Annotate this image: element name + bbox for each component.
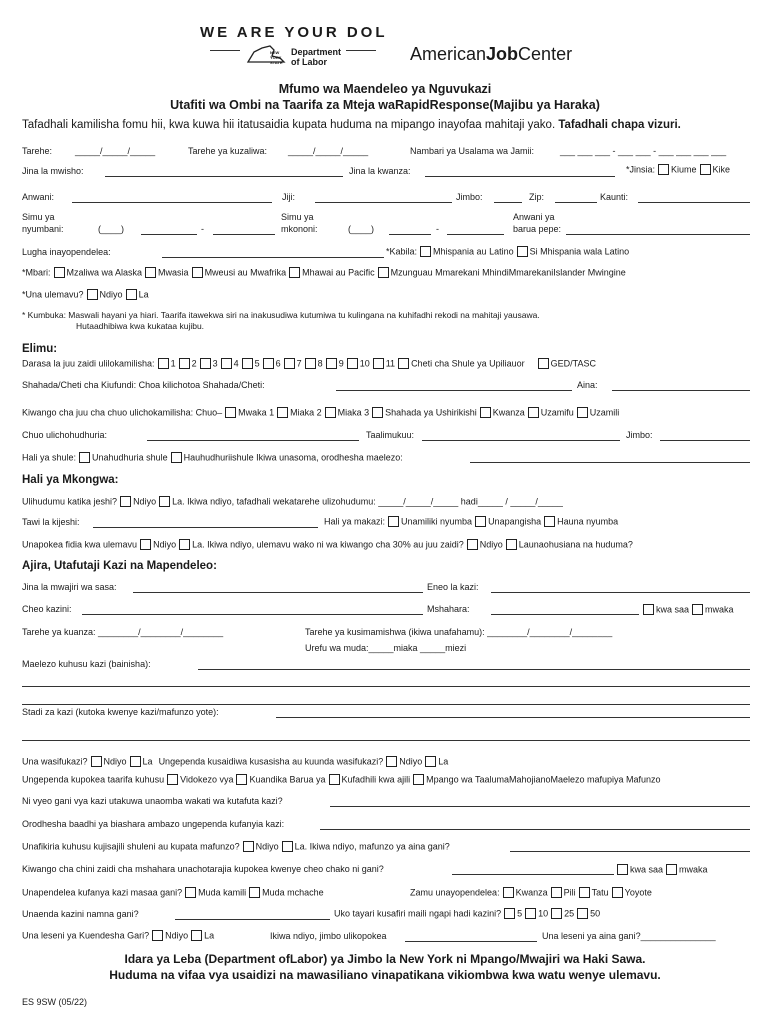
- diploma-label: Shahada/Cheti cha Kiufundi: Choa kilichotoa Shahada/Cheti:: [22, 380, 265, 390]
- job-desc-field[interactable]: [198, 669, 750, 670]
- race-row: [22, 266, 626, 279]
- disability-label: *Una ulemavu?: [22, 289, 84, 300]
- benefits-label: Unapokea fidia kwa ulemavu: [22, 539, 138, 550]
- college-5-checkbox[interactable]: [480, 407, 491, 418]
- logo-rule-left: [210, 50, 240, 51]
- grade-10-checkbox[interactable]: [347, 358, 358, 369]
- resume-help-yes-checkbox[interactable]: [425, 756, 436, 767]
- housing-label: Hali ya makazi:: [324, 516, 386, 527]
- resume-help-no-label: Ndiyo: [399, 756, 423, 767]
- intro-bold: Tafadhali chapa vizuri.: [558, 119, 681, 131]
- disability-yes-label: La: [138, 289, 149, 300]
- ethnicity-label: *Kabila:: [386, 246, 418, 257]
- training-yes-label: La. Ikiwa ndiyo, mafunzo ya aina gani?: [294, 841, 450, 852]
- wage-unit-row: [640, 603, 734, 616]
- city-label: Jiji:: [282, 192, 295, 202]
- dept-label-2: of Labor: [291, 57, 327, 67]
- industries-label: Orodhesha baadhi ya biashara ambazo ungependa kufanyia kazi:: [22, 819, 285, 829]
- home-phone-area[interactable]: (____): [98, 224, 125, 234]
- employer-field[interactable]: [133, 592, 423, 593]
- dept-label: Department: [291, 47, 342, 57]
- college-7-checkbox[interactable]: [577, 407, 588, 418]
- county-label: Kaunti:: [600, 192, 629, 202]
- own-checkbox[interactable]: [388, 516, 399, 527]
- min-wage-unit-row: [614, 863, 708, 876]
- not-attending-label: Hauhudhuriishule Ikiwa unasoma, orodhesha maelezo:: [183, 452, 403, 463]
- min-wage-label: Kiwango cha chini zaidi cha mshahara unachotarajia kupokea kwenye cheo chako ni gani?: [22, 864, 384, 874]
- job-desc-label: Maelezo kuhusu kazi (bainisha):: [22, 659, 151, 669]
- college-state-field[interactable]: [660, 440, 750, 441]
- work-heading: Ajira, Utafutaji Kazi na Mapendeleo:: [22, 560, 217, 572]
- first-name-field[interactable]: [425, 176, 615, 177]
- job-desc-line-2[interactable]: [22, 686, 750, 687]
- race-checkbox-1[interactable]: [54, 267, 65, 278]
- grade-4-checkbox[interactable]: [221, 358, 232, 369]
- address-label: Anwani:: [22, 192, 55, 202]
- not-hispanic-label: Si Mhispania wala Latino: [529, 246, 630, 257]
- hs-diploma-checkbox[interactable]: [398, 358, 409, 369]
- grade-row: [22, 357, 596, 370]
- school-details-field[interactable]: [470, 462, 750, 463]
- service-checkbox[interactable]: [506, 539, 517, 550]
- address-field[interactable]: [72, 202, 272, 203]
- college-state-label: Jimbo:: [626, 430, 653, 440]
- license-row: [22, 929, 214, 942]
- ssn-field[interactable]: ___ ___ ___ - ___ ___ - ___ ___ ___ ___: [560, 146, 727, 156]
- rent-checkbox[interactable]: [475, 516, 486, 527]
- location-label: Eneo la kazi:: [427, 582, 479, 592]
- info-2-checkbox[interactable]: [236, 774, 247, 785]
- major-label: Taalimukuu:: [366, 430, 415, 440]
- info-4-checkbox[interactable]: [413, 774, 424, 785]
- start-date[interactable]: Tarehe ya kuanza: ________/________/________: [22, 627, 224, 637]
- hours-label: Unapendelea kufanya kazi masaa gani?: [22, 887, 183, 898]
- travel-row: [334, 907, 600, 920]
- zip-field[interactable]: [555, 202, 597, 203]
- email-label-1: Anwani ya: [513, 212, 555, 222]
- shift-2-checkbox[interactable]: [551, 887, 562, 898]
- form-code: ES 9SW (05/22): [22, 997, 88, 1007]
- served-yes-label: La. Ikiwa ndiyo, tafadhali wekatarehe ulizohudumu:: [172, 496, 376, 507]
- grade-8-label: 8: [317, 358, 323, 369]
- grade-2-checkbox[interactable]: [179, 358, 190, 369]
- cell-phone-mid[interactable]: [389, 234, 431, 235]
- shift-2-label: Pili: [563, 887, 576, 898]
- note-line-1: * Kumbuka: Maswali hayani ya hiari. Taarifa itawekwa siri na inakusudiwa kutumiwa tu kulingana na kuhifadhi rekodi na mahitaji yausawa.: [22, 310, 540, 320]
- cell-phone-area[interactable]: (____): [348, 224, 375, 234]
- resume-row: [22, 755, 448, 768]
- shift-4-label: Yoyote: [624, 887, 652, 898]
- grade-9-label: 9: [338, 358, 344, 369]
- service-label: Launaohusiana na huduma?: [518, 539, 633, 550]
- first-name-label: Jina la kwanza:: [349, 166, 411, 176]
- commute-label: Unaenda kazini namna gani?: [22, 909, 139, 919]
- county-field[interactable]: [638, 202, 750, 203]
- major-field[interactable]: [422, 440, 620, 441]
- shift-1-checkbox[interactable]: [503, 887, 514, 898]
- college-attended-label: Chuo ulichohudhuria:: [22, 430, 108, 440]
- grade-1-checkbox[interactable]: [158, 358, 169, 369]
- ethnicity-row: [386, 245, 629, 258]
- state-label: Jimbo:: [456, 192, 483, 202]
- college-label: Kiwango cha juu cha chuo ulichokamilisha: Chuo–: [22, 407, 223, 418]
- info-4-label: Mpango wa TaalumaMahojianoMaelezo mafupiya Mafunzo: [426, 774, 661, 785]
- travel-label: Uko tayari kusafiri maili ngapi hadi kazini?: [334, 908, 502, 919]
- license-state-label: Ikiwa ndiyo, jimbo ulikopokea: [270, 931, 387, 941]
- grade-2-label: 2: [191, 358, 197, 369]
- min-wage-hour-label: kwa saa: [630, 864, 664, 875]
- branch-field[interactable]: [93, 527, 318, 528]
- college-2-label: Miaka 2: [290, 407, 322, 418]
- training-type-field[interactable]: [510, 851, 750, 852]
- rating-no-checkbox[interactable]: [467, 539, 478, 550]
- hs-diploma-label: Cheti cha Shule ya Upiliauor: [411, 358, 525, 369]
- info-2-label: Kuandika Barua ya: [249, 774, 326, 785]
- intro-text: [22, 118, 681, 132]
- training-no-label: Ndiyo: [255, 841, 279, 852]
- state-field[interactable]: [494, 202, 522, 203]
- skills-line-2[interactable]: [22, 740, 750, 741]
- college-1-label: Mwaka 1: [238, 407, 275, 418]
- grade-8-checkbox[interactable]: [305, 358, 316, 369]
- home-phone-mid[interactable]: [141, 234, 197, 235]
- shift-label: Zamu unayopendelea:: [410, 887, 500, 898]
- license-yes-checkbox[interactable]: [191, 930, 202, 941]
- full-time-checkbox[interactable]: [185, 887, 196, 898]
- job-title-label: Cheo kazini:: [22, 604, 72, 614]
- resume-yes-label: La: [142, 756, 153, 767]
- resume-no-label: Ndiyo: [103, 756, 127, 767]
- shift-3-label: Tatu: [591, 887, 609, 898]
- employer-label: Jina la mwajiri wa sasa:: [22, 582, 117, 592]
- date-label: Tarehe:: [22, 146, 53, 156]
- resume-label: Una wasifukazi?: [22, 756, 88, 767]
- own-label: Unamiliki nyumba: [401, 516, 473, 527]
- intro-plain: Tafadhali kamilisha fomu hii, kwa kuwa hii itatusaidia kupata huduma na mipango inayofaa mahitaji yako.: [22, 119, 556, 131]
- shift-1-label: Kwanza: [515, 887, 548, 898]
- home-phone-dash: -: [201, 224, 204, 234]
- training-yes-checkbox[interactable]: [282, 841, 293, 852]
- end-date[interactable]: Tarehe ya kusimamishwa (ikiwa unafahamu): ________/________/________: [305, 627, 613, 637]
- ged-label: GED/TASC: [550, 358, 596, 369]
- note-line-2: Hutaadhibiwa kwa kukataa kujibu.: [76, 321, 205, 331]
- attending-label: Unahudhuria shule: [92, 452, 168, 463]
- grade-3-label: 3: [212, 358, 218, 369]
- benefits-no-label: Ndiyo: [153, 539, 177, 550]
- gender-female-label: Kiume: [671, 164, 697, 175]
- skills-field[interactable]: [276, 717, 750, 718]
- grade-4-label: 4: [233, 358, 239, 369]
- job-desc-line-3[interactable]: [22, 704, 750, 705]
- email-field[interactable]: [566, 234, 750, 235]
- part-time-checkbox[interactable]: [249, 887, 260, 898]
- grade-11-checkbox[interactable]: [373, 358, 384, 369]
- min-wage-year-checkbox[interactable]: [666, 864, 677, 875]
- full-time-label: Muda kamili: [198, 887, 247, 898]
- license-yes-label: La: [204, 930, 215, 941]
- gender-male-label: Kike: [712, 164, 731, 175]
- race-checkbox-4[interactable]: [289, 267, 300, 278]
- benefits-no-checkbox[interactable]: [140, 539, 151, 550]
- info-1-label: Vidokezo vya: [180, 774, 234, 785]
- college-1-checkbox[interactable]: [225, 407, 236, 418]
- job-types-field[interactable]: [330, 806, 750, 807]
- diploma-type-label: Aina:: [577, 380, 598, 390]
- military-heading: Hali ya Mkongwa:: [22, 474, 119, 486]
- home-phone-label-2: nyumbani:: [22, 224, 64, 234]
- shift-4-checkbox[interactable]: [612, 887, 623, 898]
- ajc-word-2: Job: [486, 44, 519, 64]
- benefits-row: [22, 538, 633, 551]
- min-wage-field[interactable]: [452, 874, 614, 875]
- training-label: Unafikiria kuhusu kujisajili shuleni au kupata mafunzo?: [22, 841, 240, 852]
- duration[interactable]: Urefu wa muda:_____miaka _____miezi: [305, 643, 467, 653]
- info-3-label: Kufadhili kwa ajili: [341, 774, 411, 785]
- college-4-checkbox[interactable]: [372, 407, 383, 418]
- housing-row: [324, 515, 618, 528]
- dob-label: Tarehe ya kuzaliwa:: [188, 146, 268, 156]
- rating-no-label: Ndiyo: [479, 539, 503, 550]
- rent-label: Unapangisha: [488, 516, 542, 527]
- served-no-label: Ndiyo: [133, 496, 157, 507]
- wage-hour-checkbox[interactable]: [643, 604, 654, 615]
- college-5-label: Kwanza: [492, 407, 525, 418]
- ny-state-label: NEW YORK STATE: [270, 50, 283, 65]
- disability-yes-checkbox[interactable]: [126, 289, 137, 300]
- email-label-2: barua pepe:: [513, 224, 562, 234]
- language-field[interactable]: [162, 257, 384, 258]
- disability-no-label: Ndiyo: [99, 289, 123, 300]
- gender-female-checkbox[interactable]: [658, 164, 669, 175]
- branch-label: Tawi la kijeshi:: [22, 517, 80, 527]
- disability-no-checkbox[interactable]: [87, 289, 98, 300]
- info-row: [22, 773, 661, 786]
- language-label: Lugha inayopendelea:: [22, 247, 111, 257]
- hispanic-label: Mhispania au Latino: [433, 246, 514, 257]
- grade-3-checkbox[interactable]: [200, 358, 211, 369]
- miles-25-checkbox[interactable]: [551, 908, 562, 919]
- date-field[interactable]: _____/_____/_____: [75, 146, 156, 156]
- diploma-field[interactable]: [336, 390, 572, 391]
- grade-label: Darasa la juu zaidi ulilokamilisha:: [22, 358, 155, 369]
- ajc-logo: [410, 44, 572, 64]
- college-3-label: Miaka 3: [337, 407, 370, 418]
- license-label: Una leseni ya Kuendesha Gari?: [22, 930, 150, 941]
- cell-phone-label-2: mkononi:: [281, 224, 318, 234]
- city-field[interactable]: [315, 202, 452, 203]
- commute-field[interactable]: [175, 919, 330, 920]
- license-no-checkbox[interactable]: [152, 930, 163, 941]
- cell-phone-end[interactable]: [447, 234, 504, 235]
- footer-line-1: Idara ya Leba (Department ofLabor) ya Jimbo la New York ni Mpango/Mwajiri wa Haki Sawa.: [124, 952, 646, 966]
- homeless-checkbox[interactable]: [544, 516, 555, 527]
- college-2-checkbox[interactable]: [277, 407, 288, 418]
- ged-checkbox[interactable]: [538, 358, 549, 369]
- gender-male-checkbox[interactable]: [700, 164, 711, 175]
- last-name-field[interactable]: [105, 176, 343, 177]
- home-phone-end[interactable]: [213, 234, 275, 235]
- college-7-label: Uzamili: [589, 407, 620, 418]
- grade-9-checkbox[interactable]: [326, 358, 337, 369]
- grade-10-label: 10: [359, 358, 370, 369]
- resume-help-yes-label: La: [438, 756, 449, 767]
- min-wage-year-label: mwaka: [679, 864, 708, 875]
- job-title-field[interactable]: [82, 614, 423, 615]
- skills-label: Stadi za kazi (kutoka kwenye kazi/mafunzo yote):: [22, 707, 219, 717]
- race-checkbox-3[interactable]: [192, 267, 203, 278]
- grade-7-label: 7: [296, 358, 302, 369]
- cell-phone-label-1: Simu ya: [281, 212, 314, 222]
- dol-tagline: WE ARE YOUR DOL: [200, 24, 388, 41]
- served-no-checkbox[interactable]: [120, 496, 131, 507]
- gender-row: [626, 163, 730, 176]
- college-6-checkbox[interactable]: [528, 407, 539, 418]
- attending-checkbox[interactable]: [79, 452, 90, 463]
- wage-field[interactable]: [491, 614, 639, 615]
- miles-50-label: 50: [590, 908, 601, 919]
- miles-10-label: 10: [538, 908, 549, 919]
- info-1-checkbox[interactable]: [167, 774, 178, 785]
- grade-6-label: 6: [275, 358, 281, 369]
- part-time-label: Muda mchache: [262, 887, 324, 898]
- race-option-4: Mhawai au Pacific: [302, 267, 375, 278]
- resume-help-label: Ungependa kusaidiwa kusasisha au kuunda wasifukazi?: [158, 756, 384, 767]
- home-phone-label-1: Simu ya: [22, 212, 55, 222]
- ajc-word-1: American: [410, 44, 487, 64]
- diploma-type-field[interactable]: [612, 390, 750, 391]
- min-wage-hour-checkbox[interactable]: [617, 864, 628, 875]
- hispanic-checkbox[interactable]: [420, 246, 431, 257]
- training-no-checkbox[interactable]: [243, 841, 254, 852]
- disability-row: [22, 288, 149, 301]
- served-row: [22, 495, 563, 508]
- miles-5-label: 5: [517, 908, 523, 919]
- license-state-field[interactable]: [405, 941, 537, 942]
- license-type[interactable]: Una leseni ya aina gani?_______________: [542, 931, 716, 941]
- info-label: Ungependa kupokea taarifa kuhusu: [22, 774, 165, 785]
- wage-label: Mshahara:: [427, 604, 470, 614]
- school-status-row: [22, 451, 403, 464]
- ajc-word-3: Center: [518, 44, 573, 64]
- wage-year-label: mwaka: [705, 604, 734, 615]
- location-field[interactable]: [491, 592, 750, 593]
- job-types-label: Ni vyeo gani vya kazi utakuwa unaomba wakati wa kutafuta kazi?: [22, 796, 283, 806]
- race-label: *Mbari:: [22, 267, 51, 278]
- education-heading: Elimu:: [22, 343, 58, 355]
- resume-yes-checkbox[interactable]: [130, 756, 141, 767]
- college-4-label: Shahada ya Ushirikishi: [385, 407, 477, 418]
- license-no-label: Ndiyo: [165, 930, 189, 941]
- grade-11-label: 11: [385, 358, 396, 369]
- shift-row: [410, 886, 652, 899]
- miles-25-label: 25: [564, 908, 575, 919]
- grade-5-label: 5: [254, 358, 260, 369]
- ssn-label: Nambari ya Usalama wa Jamii:: [410, 146, 535, 156]
- grade-7-checkbox[interactable]: [284, 358, 295, 369]
- wage-hour-label: kwa saa: [656, 604, 690, 615]
- hours-row: [22, 886, 324, 899]
- race-checkbox-2[interactable]: [145, 267, 156, 278]
- gender-label: *Jinsia:: [626, 164, 656, 175]
- miles-5-checkbox[interactable]: [504, 908, 515, 919]
- miles-10-checkbox[interactable]: [525, 908, 536, 919]
- grade-1-label: 1: [170, 358, 176, 369]
- grade-5-checkbox[interactable]: [242, 358, 253, 369]
- cell-phone-dash: -: [436, 224, 439, 234]
- miles-50-checkbox[interactable]: [577, 908, 588, 919]
- info-3-checkbox[interactable]: [329, 774, 340, 785]
- training-row: [22, 840, 450, 853]
- race-option-5: Mzunguau Mmarekani MhindiMmarekaniIslander Mwingine: [390, 267, 626, 278]
- college-3-checkbox[interactable]: [325, 407, 336, 418]
- footer-line-2: Huduma na vifaa vya usaidizi na mawasiliano vinapatikana vikiombwa kwa watu wenye ulemavu.: [109, 968, 661, 982]
- shift-3-checkbox[interactable]: [579, 887, 590, 898]
- race-option-3: Mweusi au Mwafrika: [204, 267, 287, 278]
- benefits-yes-checkbox[interactable]: [179, 539, 190, 550]
- title-line-1: Mfumo wa Maendeleo ya Nguvukazi: [278, 82, 492, 96]
- dob-field[interactable]: _____/_____/_____: [288, 146, 369, 156]
- logo-rule-right: [346, 50, 376, 51]
- not-attending-checkbox[interactable]: [171, 452, 182, 463]
- wage-year-checkbox[interactable]: [692, 604, 703, 615]
- college-row: [22, 406, 619, 419]
- served-yes-checkbox[interactable]: [159, 496, 170, 507]
- homeless-label: Hauna nyumba: [557, 516, 619, 527]
- zip-label: Zip:: [529, 192, 545, 202]
- industries-field[interactable]: [320, 829, 750, 830]
- benefits-yes-label: La. Ikiwa ndiyo, ulemavu wako ni wa kiwango cha 30% au juu zaidi?: [192, 539, 464, 550]
- college-6-label: Uzamifu: [540, 407, 574, 418]
- served-dates-field[interactable]: _____/_____/_____ hadi_____ / _____/_____: [378, 496, 563, 507]
- last-name-label: Jina la mwisho:: [22, 166, 84, 176]
- race-option-2: Mwasia: [158, 267, 189, 278]
- resume-help-no-checkbox[interactable]: [386, 756, 397, 767]
- race-checkbox-5[interactable]: [378, 267, 389, 278]
- school-status-label: Hali ya shule:: [22, 452, 77, 463]
- title-line-2: Utafiti wa Ombi na Taarifa za Mteja waRapidResponse(Majibu ya Haraka): [170, 98, 600, 112]
- race-option-1: Mzaliwa wa Alaska: [66, 267, 143, 278]
- resume-no-checkbox[interactable]: [91, 756, 102, 767]
- grade-6-checkbox[interactable]: [263, 358, 274, 369]
- college-attended-field[interactable]: [147, 440, 359, 441]
- not-hispanic-checkbox[interactable]: [517, 246, 528, 257]
- served-label: Ulihudumu katika jeshi?: [22, 496, 118, 507]
